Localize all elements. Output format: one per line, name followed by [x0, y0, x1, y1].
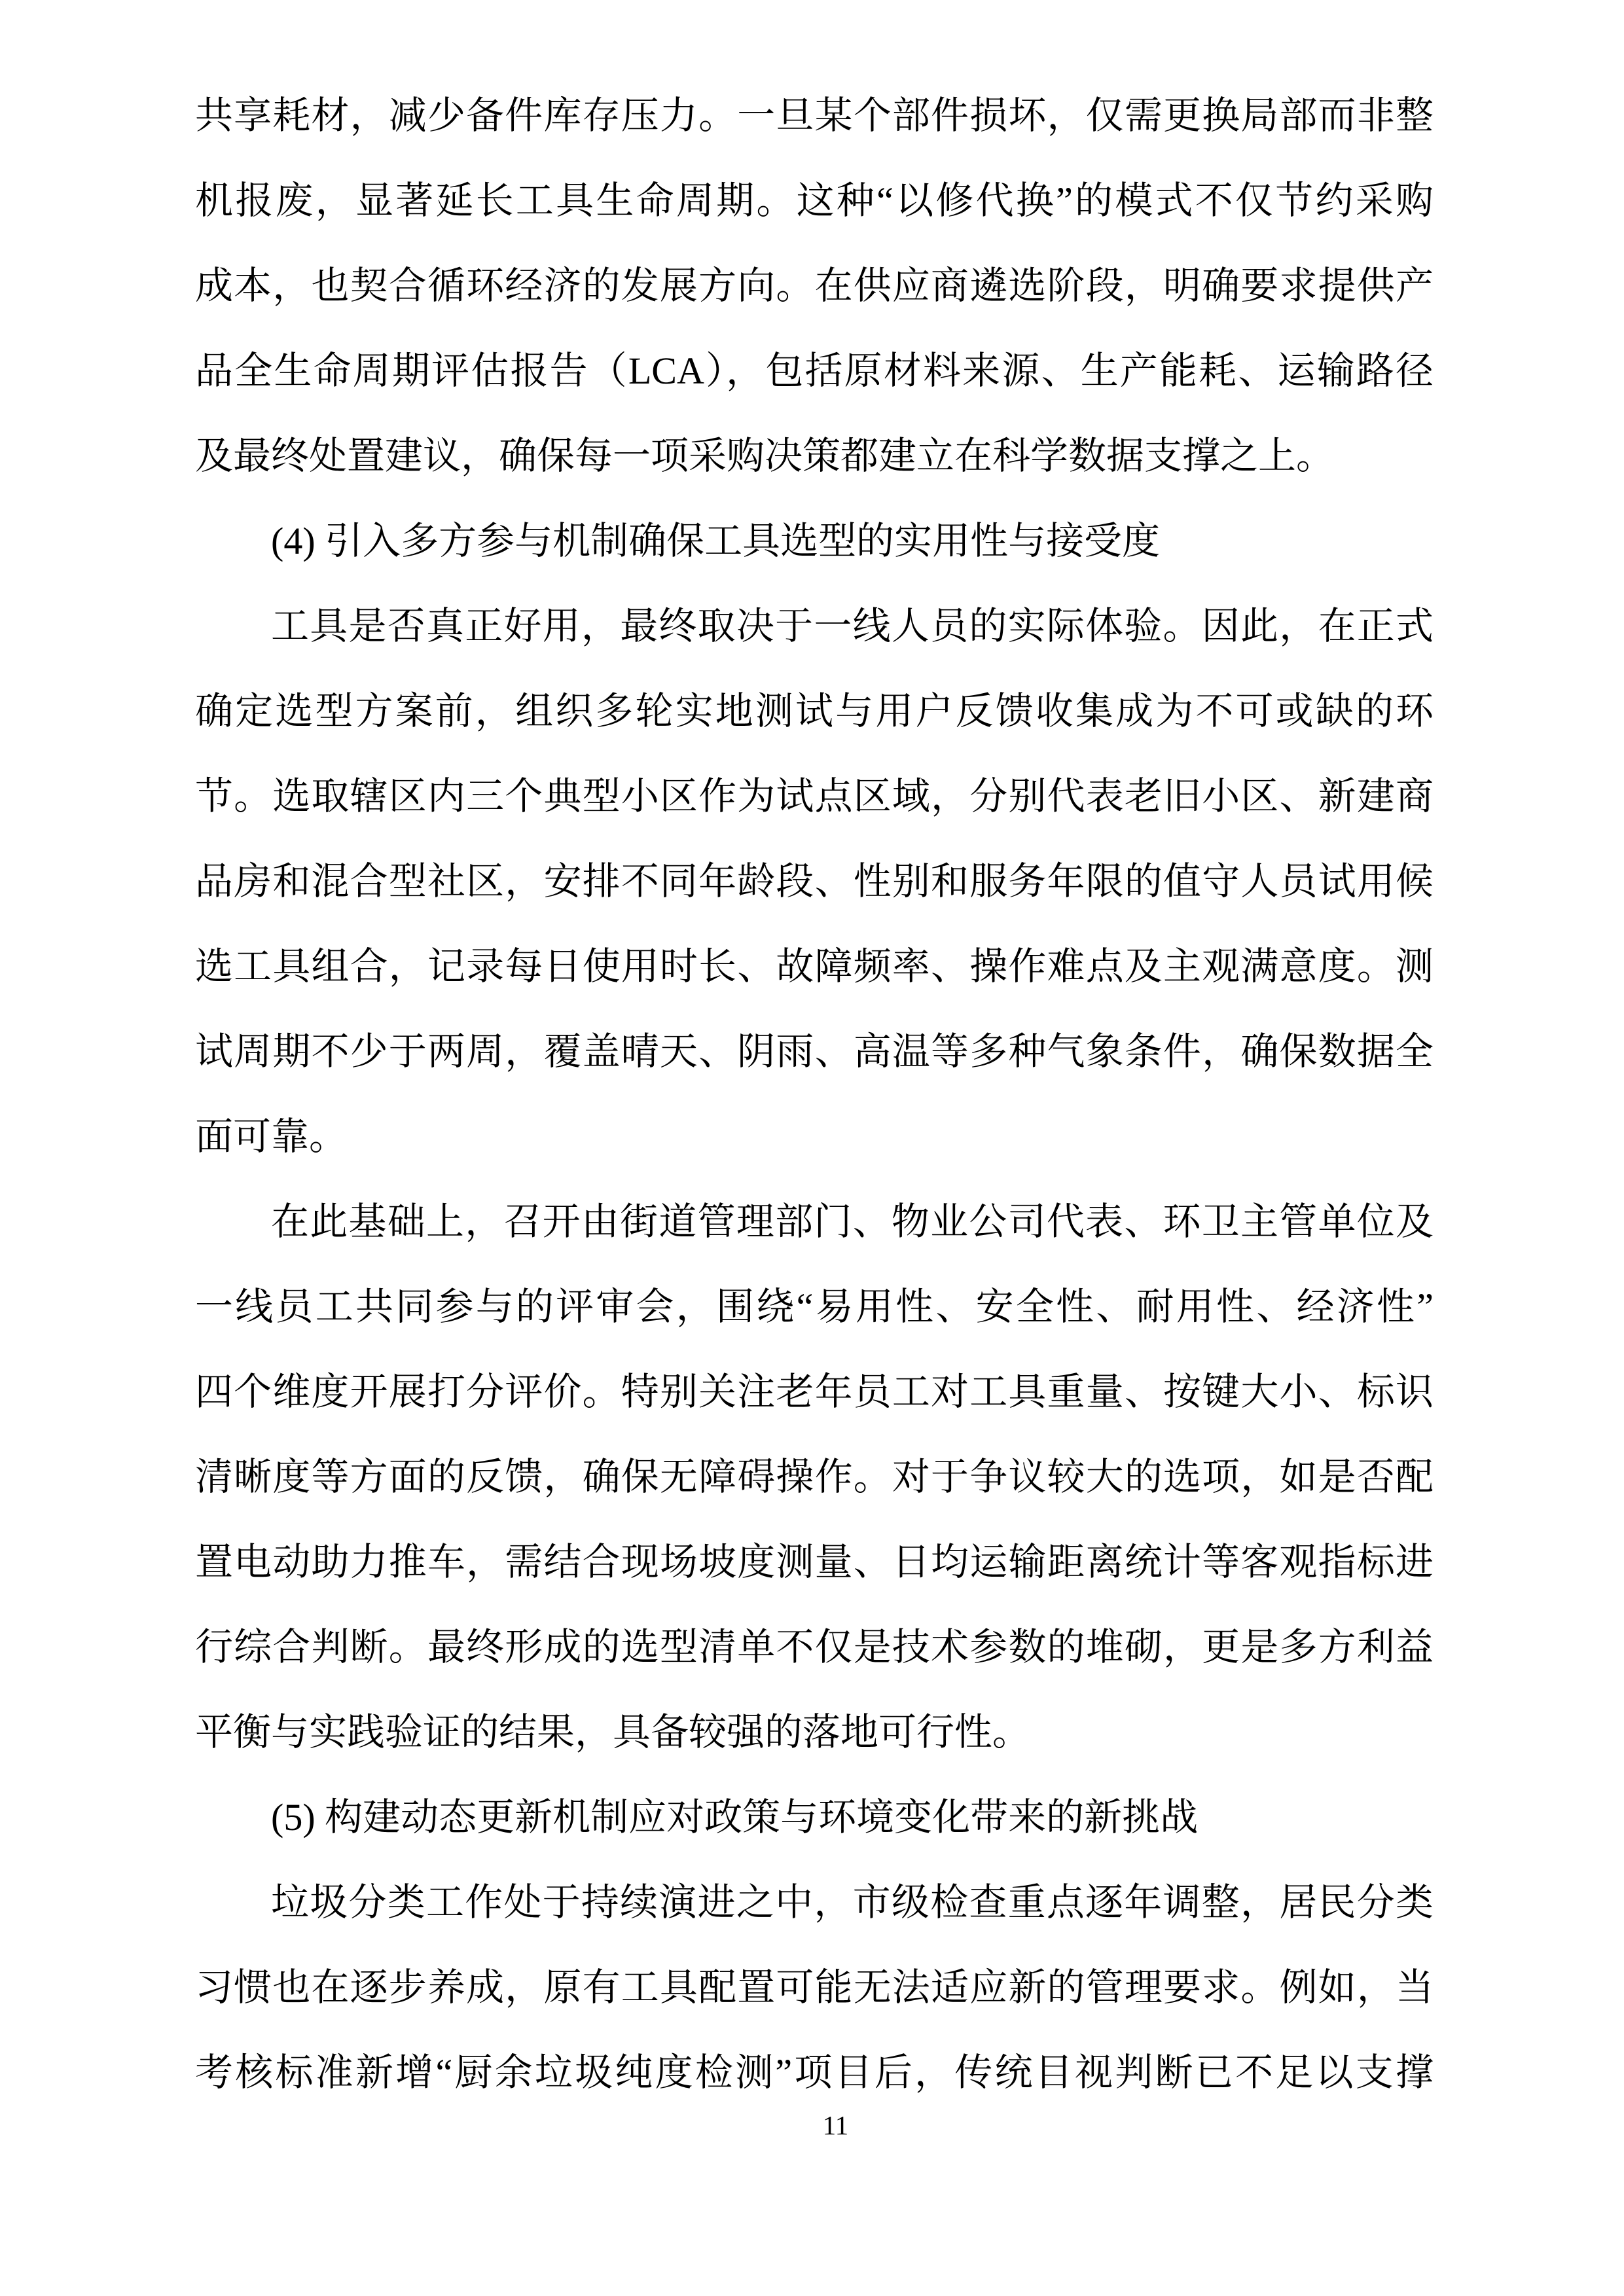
paragraph-line: 行综合判断。最终形成的选型清单不仅是技术参数的堆砌，更是多方利益 — [195, 1626, 1434, 1668]
paragraph-line: 品全生命周期评估报告（LCA），包括原材料来源、生产能耗、运输路径 — [195, 350, 1434, 392]
section-heading-5: (5) 构建动态更新机制应对政策与环境变化带来的新挑战 — [271, 1796, 1199, 1839]
paragraph-line: 成本，也契合循环经济的发展方向。在供应商遴选阶段，明确要求提供产 — [195, 264, 1434, 307]
paragraph-line: 品房和混合型社区，安排不同年龄段、性别和服务年限的值守人员试用候 — [195, 860, 1434, 903]
section-heading-4: (4) 引入多方参与机制确保工具选型的实用性与接受度 — [271, 520, 1161, 562]
paragraph-line: 机报废，显著延长工具生命周期。这种“以修代换”的模式不仅节约采购 — [195, 179, 1434, 222]
paragraph-line: 共享耗材，减少备件库存压力。一旦某个部件损坏，仅需更换局部而非整 — [195, 94, 1434, 137]
page-number: 11 — [822, 2110, 849, 2140]
paragraph-line: 选工具组合，记录每日使用时长、故障频率、操作难点及主观满意度。测 — [195, 945, 1434, 988]
paragraph-line: 垃圾分类工作处于持续演进之中，市级检查重点逐年调整，居民分类 — [271, 1881, 1434, 1924]
paragraph-line: 置电动助力推车，需结合现场坡度测量、日均运输距离统计等客观指标进 — [195, 1541, 1434, 1583]
paragraph-line: 确定选型方案前，组织多轮实地测试与用户反馈收集成为不可或缺的环 — [195, 690, 1434, 732]
paragraph-line: 四个维度开展打分评价。特别关注老年员工对工具重量、按键大小、标识 — [195, 1371, 1434, 1413]
paragraph-line: 试周期不少于两周，覆盖晴天、阴雨、高温等多种气象条件，确保数据全 — [195, 1030, 1434, 1073]
paragraph-line: 清晰度等方面的反馈，确保无障碍操作。对于争议较大的选项，如是否配 — [195, 1456, 1434, 1498]
paragraph-line: 一线员工共同参与的评审会，围绕“易用性、安全性、耐用性、经济性” — [195, 1285, 1434, 1328]
paragraph-line: 工具是否真正好用，最终取决于一线人员的实际体验。因此，在正式 — [271, 605, 1434, 647]
paragraph-line: 考核标准新增“厨余垃圾纯度检测”项目后，传统目视判断已不足以支撑 — [195, 2051, 1434, 2094]
paragraph-line: 习惯也在逐步养成，原有工具配置可能无法适应新的管理要求。例如，当 — [195, 1966, 1434, 2009]
paragraph-line: 面可靠。 — [195, 1115, 348, 1158]
paragraph-line: 及最终处置建议，确保每一项采购决策都建立在科学数据支撑之上。 — [195, 435, 1335, 477]
paragraph-line: 平衡与实践验证的结果，具备较强的落地可行性。 — [195, 1711, 1031, 1753]
paragraph-line: 在此基础上，召开由街道管理部门、物业公司代表、环卫主管单位及 — [271, 1200, 1434, 1243]
paragraph-line: 节。选取辖区内三个典型小区作为试点区域，分别代表老旧小区、新建商 — [195, 775, 1434, 817]
text-block — [195, 73, 1434, 2115]
